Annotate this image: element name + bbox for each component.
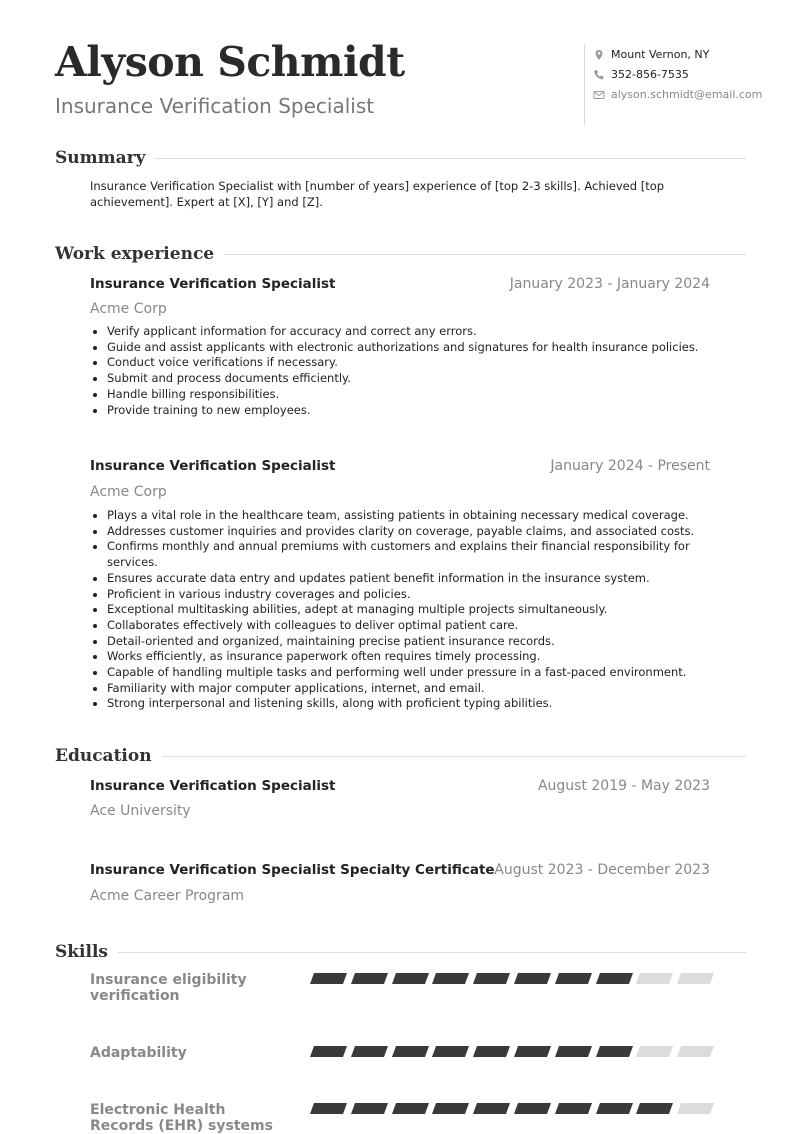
skill-3-name: Electronic Health Records (EHR) systems: [90, 1102, 273, 1134]
job-2-title: Insurance Verification Specialist: [90, 458, 336, 474]
skill-level-segment: [555, 1046, 592, 1057]
skills-heading: [55, 941, 746, 963]
skill-level-segment: [310, 1046, 347, 1057]
email-text[interactable]: alyson.schmidt@email.com: [611, 88, 763, 101]
skill-level-segment: [351, 1046, 388, 1057]
mail-icon: [593, 89, 605, 101]
edu-1-school: Ace University: [90, 803, 191, 819]
list-item: • Conduct voice verifications if necessary.: [107, 355, 717, 371]
work-heading-text: Work experience: [55, 244, 215, 264]
work-heading: [55, 243, 746, 265]
skill-1-level: [308, 973, 718, 985]
list-item: • Ensures accurate data entry and updates patient benefit information in the insurance system.: [107, 571, 717, 587]
list-item: • Strong interpersonal and listening skills, along with proficient typing abilities.: [107, 696, 717, 712]
skill-level-segment: [555, 973, 592, 984]
skill-level-segment: [596, 1103, 633, 1114]
list-item: • Provide training to new employees.: [107, 403, 717, 419]
list-item: • Proficient in various industry coverages and policies.: [107, 587, 717, 603]
skill-level-segment: [596, 1046, 633, 1057]
skill-level-segment: [555, 1103, 592, 1114]
skill-level-segment: [473, 1046, 510, 1057]
list-item: • Verify applicant information for accuracy and correct any errors.: [107, 324, 717, 340]
list-item: • Familiarity with major computer applications, internet, and email.: [107, 681, 717, 697]
edu-2-title: Insurance Verification Specialist Specialty Certificate: [90, 862, 495, 878]
list-item: • Works efficiently, as insurance paperwork often requires timely processing.: [107, 649, 717, 665]
section-rule: [162, 756, 746, 757]
contact-location: [593, 48, 709, 61]
list-item: • Guide and assist applicants with electronic authorizations and signatures for health insurance policies.: [107, 340, 717, 356]
contact-email[interactable]: [593, 88, 762, 101]
skill-level-segment: [514, 1103, 551, 1114]
list-item: • Exceptional multitasking abilities, adept at managing multiple projects simultaneously.: [107, 602, 717, 618]
summary-heading: [55, 147, 746, 169]
job-1-dates: January 2023 - January 2024: [509, 276, 710, 292]
summary-text: Insurance Verification Specialist with [number of years] experience of [top 2-3 skills]. Achieved [top achievement]. Expert at [X], [Y] and [Z].: [90, 179, 665, 209]
job-1-company: Acme Corp: [90, 301, 167, 317]
section-rule: [224, 254, 746, 255]
skill-level-segment: [677, 1103, 714, 1114]
skill-level-segment: [432, 973, 469, 984]
list-item: • Addresses customer inquiries and provides clarity on coverage, payable claims, and associated costs.: [107, 524, 717, 540]
skill-level-segment: [473, 973, 510, 984]
skill-2-level: [308, 1046, 718, 1058]
skill-level-segment: [596, 973, 633, 984]
edu-1-title: Insurance Verification Specialist: [90, 778, 336, 794]
list-item: • Confirms monthly and annual premiums with customers and explains their financial responsibility for services.: [107, 539, 717, 570]
map-pin-icon: [593, 49, 605, 61]
section-rule: [155, 158, 746, 159]
edu-2-school: Acme Career Program: [90, 888, 245, 904]
skill-level-segment: [392, 1103, 429, 1114]
list-item: • Submit and process documents efficiently.: [107, 371, 717, 387]
skill-level-segment: [677, 1046, 714, 1057]
contact-divider: [584, 45, 585, 125]
skill-level-segment: [310, 1103, 347, 1114]
list-item: • Plays a vital role in the healthcare team, assisting patients in obtaining necessary medical coverage.: [107, 508, 717, 524]
job-1-title: Insurance Verification Specialist: [90, 276, 336, 292]
list-item: • Handle billing responsibilities.: [107, 387, 717, 403]
skill-level-segment: [473, 1103, 510, 1114]
phone-icon: [593, 69, 605, 81]
skill-level-segment: [310, 973, 347, 984]
list-item: • Collaborates effectively with colleagues to deliver optimal patient care.: [107, 618, 717, 634]
edu-1-dates: August 2019 - May 2023: [537, 778, 710, 794]
skill-level-segment: [432, 1046, 469, 1057]
skill-level-segment: [351, 973, 388, 984]
skill-level-segment: [432, 1103, 469, 1114]
skill-2-name: Adaptability: [90, 1045, 187, 1061]
candidate-name: Alyson Schmidt: [55, 38, 405, 86]
skill-level-segment: [677, 973, 714, 984]
edu-2-dates: August 2023 - December 2023: [494, 862, 710, 878]
skills-heading-text: Skills: [55, 942, 109, 962]
skill-level-segment: [351, 1103, 388, 1114]
contact-phone: [593, 68, 689, 81]
skill-level-segment: [636, 1103, 673, 1114]
candidate-title: Insurance Verification Specialist: [55, 94, 375, 118]
skill-3-level: [308, 1103, 718, 1115]
skill-1-name: Insurance eligibility verification: [90, 972, 247, 1004]
job-2-company: Acme Corp: [90, 484, 167, 500]
job-2-dates: January 2024 - Present: [550, 458, 710, 474]
education-heading-text: Education: [55, 746, 152, 766]
skill-level-segment: [392, 1046, 429, 1057]
education-heading: [55, 745, 746, 767]
job-1-bullets: [90, 324, 717, 418]
skill-level-segment: [392, 973, 429, 984]
phone-text: 352-856-7535: [611, 68, 689, 81]
location-text: Mount Vernon, NY: [611, 48, 710, 61]
skill-level-segment: [636, 1046, 673, 1057]
list-item: • Capable of handling multiple tasks and performing well under pressure in a fast-paced environment.: [107, 665, 717, 681]
list-item: • Detail-oriented and organized, maintaining precise patient insurance records.: [107, 634, 717, 650]
skill-level-segment: [514, 973, 551, 984]
section-rule: [118, 952, 746, 953]
skill-level-segment: [636, 973, 673, 984]
summary-heading-text: Summary: [55, 148, 146, 168]
skill-level-segment: [514, 1046, 551, 1057]
job-2-bullets: [90, 508, 717, 712]
